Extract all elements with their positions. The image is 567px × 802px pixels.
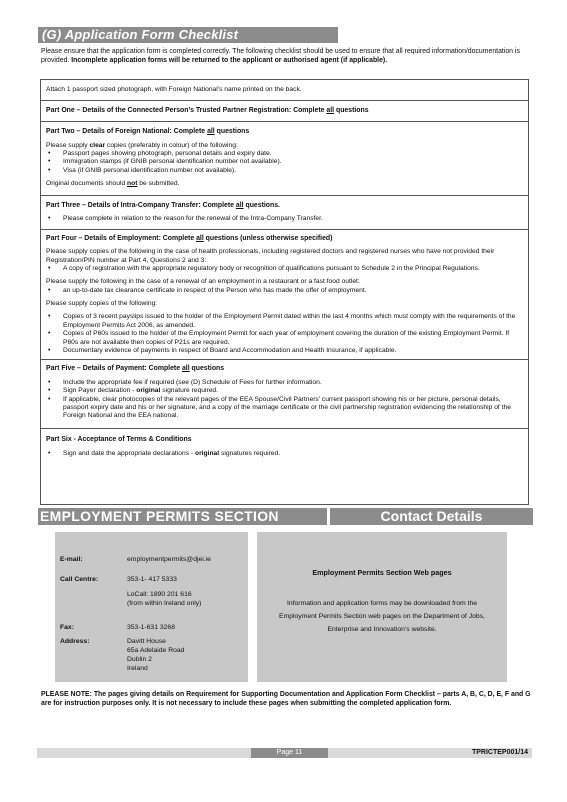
- part-five-list: [46, 379, 523, 421]
- list-item: • Passport pages showing photograph, personal details and expiry date.: [46, 150, 523, 158]
- part-four-health-intro: Please supply copies of the following in the case of health professionals, including registered doctors and registered nurses who have not provided their Registration/PIN number at Part 4, Questions 2 and 3:: [46, 248, 495, 264]
- part-one-heading: Part One – Details of the Connected Person’s Trusted Partner Registration: Complete all questions: [46, 107, 369, 115]
- checklist-part-five: [41, 360, 528, 429]
- part-five-heading: Part Five – Details of Payment: Complete all questions: [46, 365, 225, 373]
- part-two-supply: Please supply clear copies (preferably in colour) of the following:: [46, 141, 238, 149]
- checklist-part-four: [41, 230, 528, 361]
- contact-details-box: [55, 532, 248, 682]
- call-centre-value: 353-1- 417 5333: [127, 576, 177, 583]
- part-four-copies-list: [46, 313, 523, 355]
- address-line: Davitt House: [127, 638, 166, 645]
- employment-permits-banner: EMPLOYMENT PERMITS SECTION: [38, 508, 327, 525]
- checklist-photo-row: [41, 80, 528, 101]
- part-two-heading: Part Two – Details of Foreign National: Complete all questions: [46, 128, 250, 135]
- please-note: PLEASE NOTE: The pages giving details on Requirement for Supporting Documentation and Application Form Checklist – parts A, B, C, D, E, F and G are for instruction purposes only. It is not necessary to include these pages when submitting the completed application form.: [41, 691, 531, 707]
- web-line: Information and application forms may be downloaded from the: [286, 600, 478, 607]
- web-pages-title: Employment Permits Section Web pages: [312, 568, 452, 577]
- part-six-list: [46, 450, 523, 458]
- web-line: Enterprise and Innovation’s website.: [327, 625, 437, 633]
- section-band: [38, 508, 533, 525]
- web-pages-text: [267, 598, 497, 637]
- address-line: Dublin 2: [127, 656, 152, 663]
- list-item: • Sign Payer declaration - original signature required.: [46, 387, 523, 395]
- list-item: • Immigration stamps (if GNIB personal identification number not available).: [46, 158, 523, 166]
- fax-value: 353-1-631 3268: [127, 624, 175, 631]
- part-four-restaurant-intro: Please supply the following in the case of a renewal of an employment in a restaurant or a fast food outlet:: [46, 278, 360, 286]
- list-item: • Include the appropriate fee if required (see (D) Schedule of Fees for further information.: [46, 379, 523, 387]
- intro-paragraph: [41, 48, 531, 66]
- section-title-bar: [38, 27, 338, 43]
- intro-text: Please ensure that the application form is completed correctly. The following checklist should be used to ensure that all required information/documentation is provided.: [41, 48, 520, 64]
- list-item: • Documentary evidence of payments in respect of Board and Accommodation and Health Insurance, if applicable.: [46, 347, 523, 355]
- part-four-copies-intro: Please supply copies of the following:: [46, 300, 158, 307]
- locall-note: (from within Ireland only): [127, 600, 202, 607]
- page-title: (G) Application Form Checklist: [42, 27, 239, 42]
- page-number: Page 11: [251, 748, 328, 758]
- part-two-originals-note: Original documents should not be submitted.: [46, 180, 180, 188]
- list-item: • If applicable, clear photocopies of the relevant pages of the EEA Spouse/Civil Partners’ current passport showing his or her picture, personal details, passport expiry date and his or her signature, and a copy of the marriage certificate or the civil partnership registration evidencing the relationship of the Foreign National and the EEA national.: [46, 396, 523, 421]
- checklist-part-one: [41, 101, 528, 122]
- list-item: • A copy of registration with the appropriate regulatory body or recognition of qualifications pursuant to Schedule 2 in the Principal Regulations.: [46, 265, 523, 273]
- part-six-heading: Part Six - Acceptance of Terms & Conditions: [46, 435, 192, 443]
- photo-instruction: Attach 1 passport sized photograph, with Foreign National’s name printed on the back.: [46, 86, 302, 93]
- part-four-health-list: [46, 265, 523, 273]
- checklist-part-two: [41, 122, 528, 196]
- page-footer: [37, 748, 532, 758]
- checklist-part-six: [41, 429, 528, 463]
- list-item: • an up-to-date tax clearance certificate in respect of the Person who has made the offer of employment.: [46, 287, 523, 295]
- part-three-list: [46, 215, 523, 223]
- web-pages-box: [257, 532, 507, 682]
- address-label: Address:: [60, 638, 90, 645]
- part-two-list: [46, 150, 523, 175]
- list-item: • Please complete in relation to the reason for the renewal of the Intra-Company Transfer.: [46, 215, 523, 223]
- locall-value: LoCall: 1890 201 616: [127, 591, 192, 598]
- document-code: TPRICTEP001/14: [471, 749, 528, 756]
- list-item: • Copies of P60s issued to the holder of the Employment Permit for each year of employment covering the duration of the existing Employment Permit. If P60s are not available then copies of P21s are required.: [46, 330, 523, 347]
- checklist-part-three: [41, 196, 528, 230]
- checklist-table: [40, 79, 529, 505]
- email-value[interactable]: employmentpermits@djei.ie: [127, 556, 211, 563]
- email-label: E-mail:: [60, 556, 83, 563]
- web-line: Employment Permits Section web pages on the Department of Jobs,: [279, 612, 485, 620]
- fax-label: Fax:: [60, 624, 74, 631]
- address-line: 65a Adelaide Road: [127, 647, 185, 654]
- address-line: Ireland: [127, 665, 148, 672]
- list-item: • Sign and date the appropriate declarations - original signatures required.: [46, 450, 523, 458]
- call-centre-label: Call Centre:: [60, 576, 99, 583]
- part-four-heading: Part Four – Details of Employment: Complete all questions (unless otherwise specified): [46, 234, 333, 242]
- intro-warning: Incomplete application forms will be returned to the applicant or authorised agent (if applicable).: [71, 56, 388, 64]
- contact-details-banner: Contact Details: [330, 508, 533, 525]
- part-four-restaurant-list: [46, 287, 523, 295]
- part-three-heading: Part Three – Details of Intra-Company Transfer: Complete all questions.: [46, 201, 280, 209]
- list-item: • Copies of 3 recent payslips issued to the holder of the Employment Permit dated within the last 4 months which must comply with the requirements of the Employment Permits Act 2006, as amended.: [46, 313, 523, 330]
- list-item: • Visa (if GNIB personal identification number not available).: [46, 167, 523, 175]
